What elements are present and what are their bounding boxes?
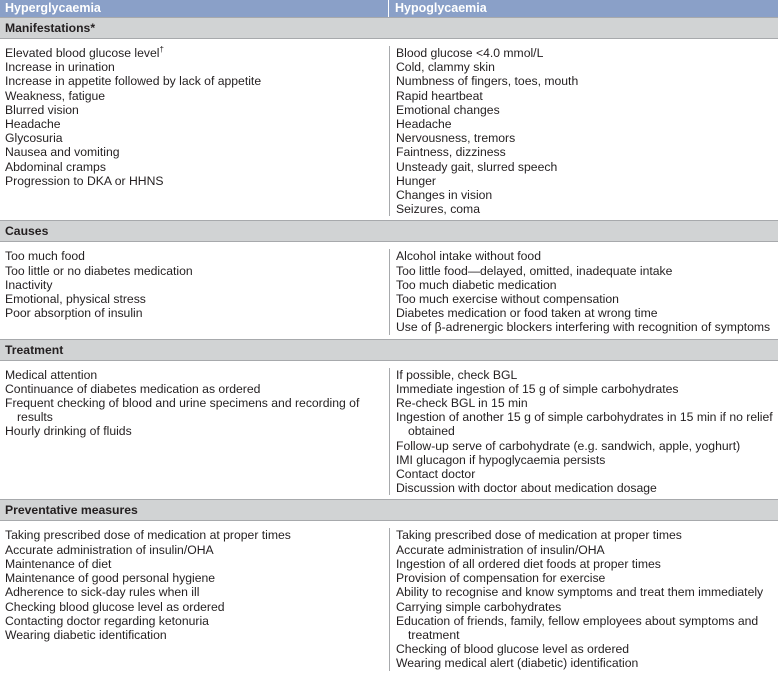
list-item: Maintenance of diet [5,556,112,571]
list-item: Wearing diabetic identification [5,627,167,642]
list-item: Hourly drinking of fluids [5,424,132,439]
section-body-manifestations [0,39,778,220]
list-item: Too much food [5,249,85,264]
list-item: Education of friends, family, fellow employees about symptoms and treatment [396,613,759,642]
list-item: IMI glucagon if hypoglycaemia persists [396,452,606,467]
hyperglycaemia-causes-column [0,249,390,334]
list-item: Changes in vision [396,188,493,203]
list-item: Too much exercise without compensation [396,292,619,307]
list-item: Contacting doctor regarding ketonuria [5,613,209,628]
section-body-preventative-measures [0,521,778,674]
list-item: Frequent checking of blood and urine specimens and recording of results [5,396,360,425]
list-item: Re-check BGL in 15 min [396,396,528,411]
list-item: Use of β-adrenergic blockers interfering with recognition of symptoms [396,320,771,335]
list-item: Elevated blood glucose level† [5,44,164,60]
list-item: If possible, check BGL [396,367,518,382]
list-item: Too much diabetic medication [396,277,557,292]
list-item: Diabetes medication or food taken at wrong time [396,306,658,321]
list-item: Increase in appetite followed by lack of appetite [5,74,262,89]
list-item: Immediate ingestion of 15 g of simple carbohydrates [396,381,679,396]
hypoglycaemia-treatment-column [390,368,778,496]
list-item: Headache [396,117,452,132]
list-item: Too little or no diabetes medication [5,263,193,278]
section-header-manifestations: Manifestations* [0,17,778,39]
section-body-treatment [0,361,778,500]
list-item: Wearing medical alert (diabetic) identification [396,656,639,671]
list-item: Weakness, fatigue [5,88,106,103]
list-item: Poor absorption of insulin [5,306,143,321]
section-header-treatment: Treatment [0,339,778,361]
list-item: Glycosuria [5,131,63,146]
list-item: Seizures, coma [396,202,480,217]
list-item: Inactivity [5,277,53,292]
list-item: Accurate administration of insulin/OHA [5,542,214,557]
list-item: Taking prescribed dose of medication at proper times [396,528,682,543]
list-item: Increase in urination [5,60,115,75]
list-item: Discussion with doctor about medication dosage [396,481,657,496]
list-item: Numbness of fingers, toes, mouth [396,74,579,89]
list-item: Carrying simple carbohydrates [396,599,562,614]
list-item: Checking of blood glucose level as ordered [396,642,630,657]
list-item: Provision of compensation for exercise [396,571,606,586]
list-item: Ability to recognise and know symptoms and treat them immediately [396,585,764,600]
list-item: Faintness, dizziness [396,145,506,160]
list-item: Emotional changes [396,102,500,117]
list-item: Nervousness, tremors [396,131,516,146]
list-item: Too little food—delayed, omitted, inadequate intake [396,263,673,278]
header-hypoglycaemia: Hypoglycaemia [395,1,487,15]
list-item: Cold, clammy skin [396,60,495,75]
list-item: Continuance of diabetes medication as ordered [5,381,261,396]
section-header-preventative-measures: Preventative measures [0,499,778,521]
list-item: Abdominal cramps [5,159,106,174]
list-item: Headache [5,117,61,132]
list-item: Nausea and vomiting [5,145,120,160]
hyperglycaemia-preventative-measures-column [0,528,390,670]
list-item: Hunger [396,173,436,188]
list-item: Emotional, physical stress [5,292,146,307]
header-hyperglycaemia: Hyperglycaemia [0,0,389,17]
hyperglycaemia-manifestations-column [0,46,390,216]
section-body-causes [0,242,778,338]
hypoglycaemia-causes-column [390,249,778,334]
dagger-footnote-mark: † [159,44,164,54]
list-item: Unsteady gait, slurred speech [396,159,558,174]
list-item: Alcohol intake without food [396,249,541,264]
list-item: Rapid heartbeat [396,88,483,103]
section-header-causes: Causes [0,220,778,242]
list-item: Follow-up serve of carbohydrate (e.g. sandwich, apple, yoghurt) [396,438,741,453]
list-item: Taking prescribed dose of medication at proper times [5,528,291,543]
list-item: Medical attention [5,367,98,382]
list-item: Blurred vision [5,102,79,117]
table-sections [0,17,778,675]
table-header-row [0,0,778,17]
list-item: Progression to DKA or HHNS [5,173,164,188]
list-item: Accurate administration of insulin/OHA [396,542,605,557]
list-item: Contact doctor [396,467,476,482]
hyperglycaemia-treatment-column [0,368,390,496]
hypoglycaemia-manifestations-column [390,46,778,216]
hypoglycaemia-preventative-measures-column [390,528,778,670]
list-item: Checking blood glucose level as ordered [5,599,225,614]
list-item: Ingestion of another 15 g of simple carbohydrates in 15 min if no relief obtained [396,410,773,439]
list-item: Ingestion of all ordered diet foods at proper times [396,556,661,571]
list-item: Adherence to sick-day rules when ill [5,585,200,600]
list-item: Blood glucose <4.0 mmol/L [396,46,544,60]
list-item: Maintenance of good personal hygiene [5,571,216,586]
